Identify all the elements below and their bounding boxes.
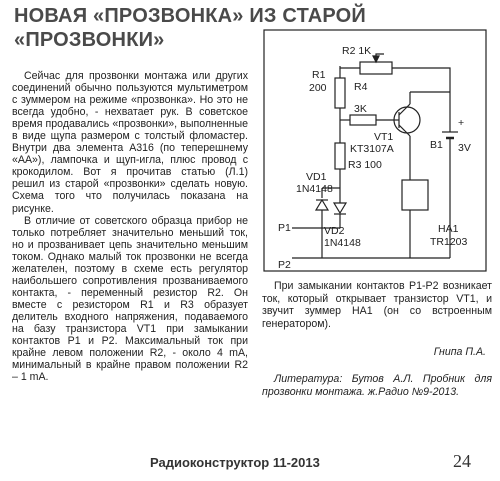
label-vt1-type: KT3107A (350, 143, 394, 155)
literature-text: Литература: Бутов А.Л. Пробник для прозвонки монтажа. ж.Радио №9-2013. (262, 373, 492, 398)
label-p1: P1 (278, 222, 291, 234)
caption-text: При замыкании контактов Р1-Р2 возникает ток, который открывает транзистор VT1, и звучит зуммер НА1 (он со встроенным генератором). (262, 280, 492, 330)
page-number: 24 (453, 451, 471, 471)
label-b1-voltage: 3V (458, 142, 471, 154)
label-b1: B1 (430, 139, 443, 151)
figure-caption (262, 280, 492, 330)
body-paragraph-2: В отличие от советского образца прибор не только потребляет значительно меньший ток, но и прозванивает цепь значительно меньшим током. Однако малый ток прозвонки не всегда желателен, поэтому в схеме есть регулятор наибольшего сопротивления прозваниваемого контакта, - переменный резистор R2. Он вместе с резистором R1 и R3 образует делитель входного напряжения, подаваемого на базу транзистора VT1 при замыкании контактов P1 и P2. Максимальный ток при крайне левом положении R2, - около 4 mA, минимальный в крайне правом положении R2 – 1 mA. (12, 214, 248, 384)
r4-resistor (350, 115, 376, 125)
label-r4: R4 (354, 81, 368, 93)
article-body (12, 70, 248, 383)
label-r3: R3 100 (348, 159, 382, 171)
magazine-footer: Радиоконструктор 11-2013 (150, 455, 320, 470)
label-plus: + (458, 117, 465, 129)
label-vd2: VD2 (324, 225, 345, 237)
r2-resistor (360, 62, 392, 74)
ha1-buzzer (402, 180, 428, 210)
r1-resistor (335, 78, 345, 108)
wire-top-right (392, 68, 450, 123)
label-vd1-type: 1N4148 (296, 183, 333, 195)
label-ha1-type: TR1203 (430, 236, 468, 248)
title-line-1: НОВАЯ «ПРОЗВОНКА» ИЗ СТАРОЙ (14, 5, 366, 27)
label-vd2-type: 1N4148 (324, 237, 361, 249)
label-r4-value: 3K (354, 103, 367, 115)
label-r1-value: 200 (309, 82, 327, 94)
vd1-diode (334, 203, 346, 213)
circuit-diagram (262, 28, 488, 273)
label-vt1: VT1 (374, 131, 394, 143)
author-name: Гнипа П.А. (433, 346, 486, 358)
label-r1: R1 (312, 69, 326, 81)
label-r2: R2 1K (342, 45, 372, 57)
r3-resistor (335, 143, 345, 169)
wire-top-left (340, 66, 360, 68)
label-ha1: HA1 (438, 223, 459, 235)
label-vd1: VD1 (306, 171, 327, 183)
title-line-2: «ПРОЗВОНКИ» (14, 29, 165, 51)
literature-reference (262, 373, 492, 398)
vd2-diode (316, 200, 328, 210)
r2-arrow (373, 56, 379, 62)
body-paragraph-1: Сейчас для прозвонки монтажа или других соединений обычно пользуются мультиметром с зуммером на режиме «прозвонка». Но это не всегда удобно, - нехватает рук. В советское время продавались «прозвонки», выполненные в виде щупа размером с толстый фломастер. Внутри два элемента А316 (по теперешнему «АА»), лампочка и щуп-игла, плюс провод с крокодилом. Вот я прочитав статью (Л.1) решил из старой «прозвонки» сделать новую. Схема того что получилась показана на рисунке. (12, 70, 248, 215)
label-p2: P2 (278, 259, 291, 271)
